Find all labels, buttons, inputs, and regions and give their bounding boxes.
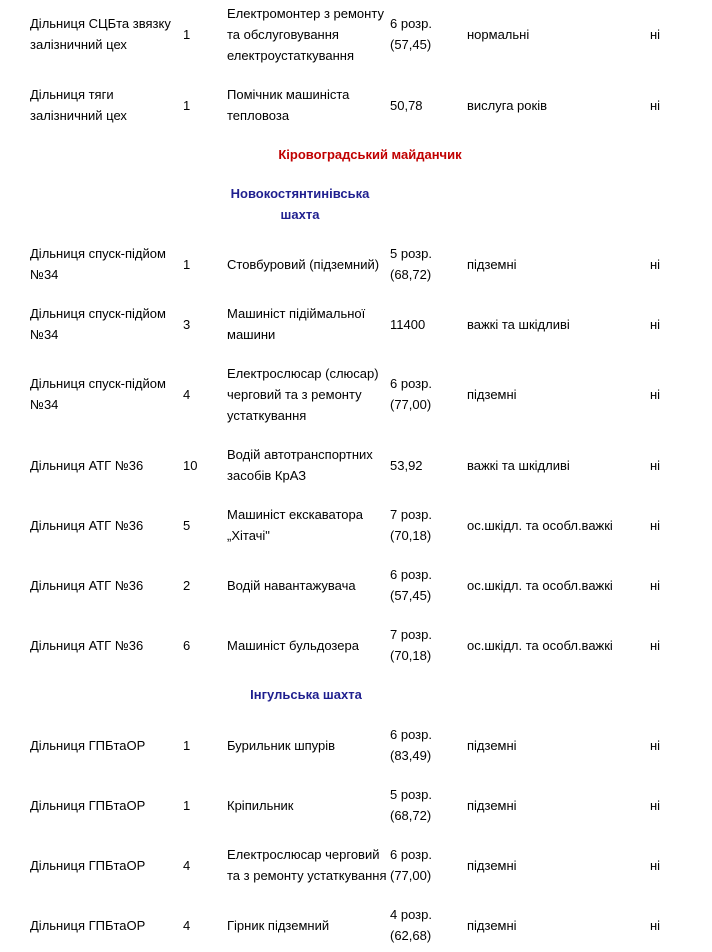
department-cell <box>30 915 198 936</box>
department-cell <box>30 515 198 536</box>
pay-cell-line: 6 розр. <box>390 727 432 742</box>
conditions-cell-line: ос.шкідл. та особл.важкі <box>467 638 613 653</box>
conditions-cell <box>467 915 642 936</box>
pay-cell-line: 6 розр. <box>390 376 432 391</box>
department-cell-line: Дільниця спуск-підйом <box>30 246 166 261</box>
pay-cell-line: (83,49) <box>390 748 432 763</box>
pay-cell <box>390 784 460 826</box>
profession-cell <box>227 575 389 596</box>
conditions-cell <box>467 635 642 656</box>
conditions-cell-line: підземні <box>467 918 517 933</box>
subsection-heading-inhulska: Інгульська шахта <box>250 687 362 702</box>
flag-cell <box>650 515 680 536</box>
quantity-cell <box>183 254 213 275</box>
pay-cell-line: (62,68) <box>390 928 432 943</box>
department-cell <box>30 455 198 476</box>
pay-cell-line: 6 розр. <box>390 16 432 31</box>
conditions-cell <box>467 855 642 876</box>
department-cell-line: Дільниця АТГ №36 <box>30 578 144 593</box>
department-cell-line: Дільниця спуск-підйом <box>30 306 166 321</box>
department-cell-line: Дільниця АТГ №36 <box>30 518 144 533</box>
quantity-cell-line: 1 <box>183 257 191 272</box>
profession-cell <box>227 915 389 936</box>
profession-cell-line: Машиніст екскаватора <box>227 507 363 522</box>
conditions-cell-line: ос.шкідл. та особл.важкі <box>467 518 613 533</box>
quantity-cell <box>183 915 213 936</box>
quantity-cell <box>183 314 213 335</box>
profession-cell-line: Стовбуровий (підземний) <box>227 257 380 272</box>
profession-cell-line: засобів КрАЗ <box>227 468 307 483</box>
department-cell-line: Дільниця тяги <box>30 87 114 102</box>
profession-cell-line: Гірник підземний <box>227 918 330 933</box>
profession-cell <box>227 504 389 546</box>
department-cell <box>30 855 198 876</box>
quantity-cell-line: 1 <box>183 98 191 113</box>
pay-cell <box>390 724 460 766</box>
pay-cell <box>390 564 460 606</box>
profession-cell-line: „Хітачі" <box>227 528 270 543</box>
pay-cell-line: 6 розр. <box>390 567 432 582</box>
quantity-cell <box>183 24 213 45</box>
conditions-cell <box>467 735 642 756</box>
flag-cell-line: ні <box>650 738 661 753</box>
department-cell-line: Дільниця СЦБта звязку <box>30 16 171 31</box>
quantity-cell-line: 3 <box>183 317 191 332</box>
flag-cell <box>650 24 680 45</box>
section-heading-kirovohrad: Кіровоградський майданчик <box>278 147 462 162</box>
profession-cell <box>227 84 389 126</box>
flag-cell-line: ні <box>650 578 661 593</box>
department-cell <box>30 303 198 345</box>
flag-cell-line: ні <box>650 257 661 272</box>
conditions-cell-line: вислуга років <box>467 98 547 113</box>
pay-cell <box>390 95 460 116</box>
profession-cell <box>227 844 389 886</box>
pay-cell-line: (57,45) <box>390 37 432 52</box>
department-cell-line: Дільниця ГПБтаОР <box>30 798 146 813</box>
flag-cell <box>650 384 680 405</box>
subsection-heading-novokost-line1: Новокостянтинівська <box>230 186 370 201</box>
pay-cell <box>390 624 460 666</box>
conditions-cell-line: ос.шкідл. та особл.важкі <box>467 578 613 593</box>
pay-cell-line: (70,18) <box>390 648 432 663</box>
pay-cell-line: 7 розр. <box>390 507 432 522</box>
pay-cell <box>390 904 460 946</box>
profession-cell-line: тепловоза <box>227 108 290 123</box>
department-cell <box>30 795 198 816</box>
profession-cell-line: Електрослюсар черговий <box>227 847 380 862</box>
profession-cell <box>227 363 389 426</box>
flag-cell-line: ні <box>650 638 661 653</box>
flag-cell <box>650 254 680 275</box>
conditions-cell <box>467 95 642 116</box>
pay-cell <box>390 373 460 415</box>
conditions-cell <box>467 455 642 476</box>
department-cell-line: Дільниця спуск-підйом <box>30 376 166 391</box>
quantity-cell-line: 4 <box>183 387 191 402</box>
quantity-cell <box>183 95 213 116</box>
department-cell-line: Дільниця ГПБтаОР <box>30 738 146 753</box>
profession-cell <box>227 254 389 275</box>
subsection-heading-novokost-line2: шахта <box>280 207 320 222</box>
conditions-cell <box>467 314 642 335</box>
conditions-cell-line: підземні <box>467 798 517 813</box>
flag-cell-line: ні <box>650 27 661 42</box>
profession-cell-line: Електрослюсар (слюсар) <box>227 366 379 381</box>
flag-cell-line: ні <box>650 98 661 113</box>
quantity-cell <box>183 384 213 405</box>
pay-cell <box>390 844 460 886</box>
profession-cell-line: Машиніст бульдозера <box>227 638 359 653</box>
pay-cell <box>390 243 460 285</box>
department-cell <box>30 575 198 596</box>
pay-cell-line: 11400 <box>390 317 426 332</box>
profession-cell <box>227 444 389 486</box>
pay-cell-line: 5 розр. <box>390 787 432 802</box>
department-cell <box>30 243 198 285</box>
department-cell <box>30 735 198 756</box>
department-cell-line: залізничний цех <box>30 108 127 123</box>
profession-cell-line: Помічник машиніста <box>227 87 350 102</box>
flag-cell-line: ні <box>650 918 661 933</box>
flag-cell <box>650 95 680 116</box>
profession-cell <box>227 795 389 816</box>
quantity-cell <box>183 795 213 816</box>
profession-cell <box>227 3 389 66</box>
pay-cell-line: 4 розр. <box>390 907 432 922</box>
conditions-cell-line: підземні <box>467 387 517 402</box>
pay-cell-line: (77,00) <box>390 868 432 883</box>
quantity-cell-line: 1 <box>183 27 191 42</box>
department-cell-line: Дільниця ГПБтаОР <box>30 918 146 933</box>
flag-cell-line: ні <box>650 458 661 473</box>
department-cell-line: №34 <box>30 327 59 342</box>
profession-cell <box>227 635 389 656</box>
flag-cell-line: ні <box>650 798 661 813</box>
department-cell-line: Дільниця АТГ №36 <box>30 638 144 653</box>
profession-cell-line: Машиніст підіймальної <box>227 306 366 321</box>
flag-cell <box>650 855 680 876</box>
conditions-cell <box>467 515 642 536</box>
pay-cell-line: 53,92 <box>390 458 423 473</box>
quantity-cell-line: 1 <box>183 738 191 753</box>
flag-cell <box>650 455 680 476</box>
department-cell-line: №34 <box>30 267 59 282</box>
conditions-cell <box>467 795 642 816</box>
department-cell <box>30 13 198 55</box>
flag-cell <box>650 635 680 656</box>
conditions-cell <box>467 384 642 405</box>
flag-cell-line: ні <box>650 518 661 533</box>
conditions-cell <box>467 24 642 45</box>
conditions-cell-line: підземні <box>467 738 517 753</box>
department-cell <box>30 635 198 656</box>
quantity-cell-line: 4 <box>183 858 191 873</box>
profession-cell-line: Бурильник шпурів <box>227 738 336 753</box>
profession-cell-line: та обслуговування <box>227 27 339 42</box>
flag-cell <box>650 795 680 816</box>
pay-cell <box>390 455 460 476</box>
conditions-cell-line: важкі та шкідливі <box>467 458 570 473</box>
profession-cell-line: машини <box>227 327 276 342</box>
profession-cell-line: електроустаткування <box>227 48 354 63</box>
quantity-cell <box>183 575 213 596</box>
department-cell-line: Дільниця АТГ №36 <box>30 458 144 473</box>
pay-cell-line: 5 розр. <box>390 246 432 261</box>
profession-cell <box>227 303 389 345</box>
conditions-cell <box>467 254 642 275</box>
flag-cell-line: ні <box>650 858 661 873</box>
profession-cell-line: Електромонтер з ремонту <box>227 6 384 21</box>
department-cell-line: Дільниця ГПБтаОР <box>30 858 146 873</box>
quantity-cell-line: 4 <box>183 918 191 933</box>
conditions-cell-line: підземні <box>467 257 517 272</box>
flag-cell <box>650 915 680 936</box>
pay-cell-line: (77,00) <box>390 397 432 412</box>
conditions-cell-line: нормальні <box>467 27 530 42</box>
quantity-cell-line: 2 <box>183 578 191 593</box>
pay-cell-line: 7 розр. <box>390 627 432 642</box>
conditions-cell-line: важкі та шкідливі <box>467 317 570 332</box>
pay-cell-line: (70,18) <box>390 528 432 543</box>
flag-cell <box>650 575 680 596</box>
profession-cell-line: Водій навантажувача <box>227 578 356 593</box>
pay-cell-line: 50,78 <box>390 98 423 113</box>
conditions-cell-line: підземні <box>467 858 517 873</box>
department-cell-line: №34 <box>30 397 59 412</box>
quantity-cell <box>183 735 213 756</box>
pay-cell-line: (68,72) <box>390 267 432 282</box>
pay-cell <box>390 504 460 546</box>
quantity-cell-line: 1 <box>183 798 191 813</box>
quantity-cell-line: 10 <box>183 458 198 473</box>
pay-cell <box>390 314 460 335</box>
pay-cell <box>390 13 460 55</box>
flag-cell <box>650 314 680 335</box>
flag-cell-line: ні <box>650 387 661 402</box>
flag-cell <box>650 735 680 756</box>
profession-cell-line: Водій автотранспортних <box>227 447 373 462</box>
pay-cell-line: 6 розр. <box>390 847 432 862</box>
profession-cell-line: та з ремонту устаткування <box>227 868 387 883</box>
quantity-cell <box>183 635 213 656</box>
conditions-cell <box>467 575 642 596</box>
profession-cell-line: Кріпильник <box>227 798 294 813</box>
pay-cell-line: (68,72) <box>390 808 432 823</box>
department-cell-line: залізничний цех <box>30 37 127 52</box>
quantity-cell <box>183 855 213 876</box>
profession-cell-line: черговий та з ремонту <box>227 387 362 402</box>
quantity-cell <box>183 455 213 476</box>
quantity-cell-line: 5 <box>183 518 191 533</box>
department-cell <box>30 84 198 126</box>
profession-cell <box>227 735 389 756</box>
pay-cell-line: (57,45) <box>390 588 432 603</box>
flag-cell-line: ні <box>650 317 661 332</box>
profession-cell-line: устаткування <box>227 408 307 423</box>
quantity-cell-line: 6 <box>183 638 191 653</box>
quantity-cell <box>183 515 213 536</box>
department-cell <box>30 373 198 415</box>
